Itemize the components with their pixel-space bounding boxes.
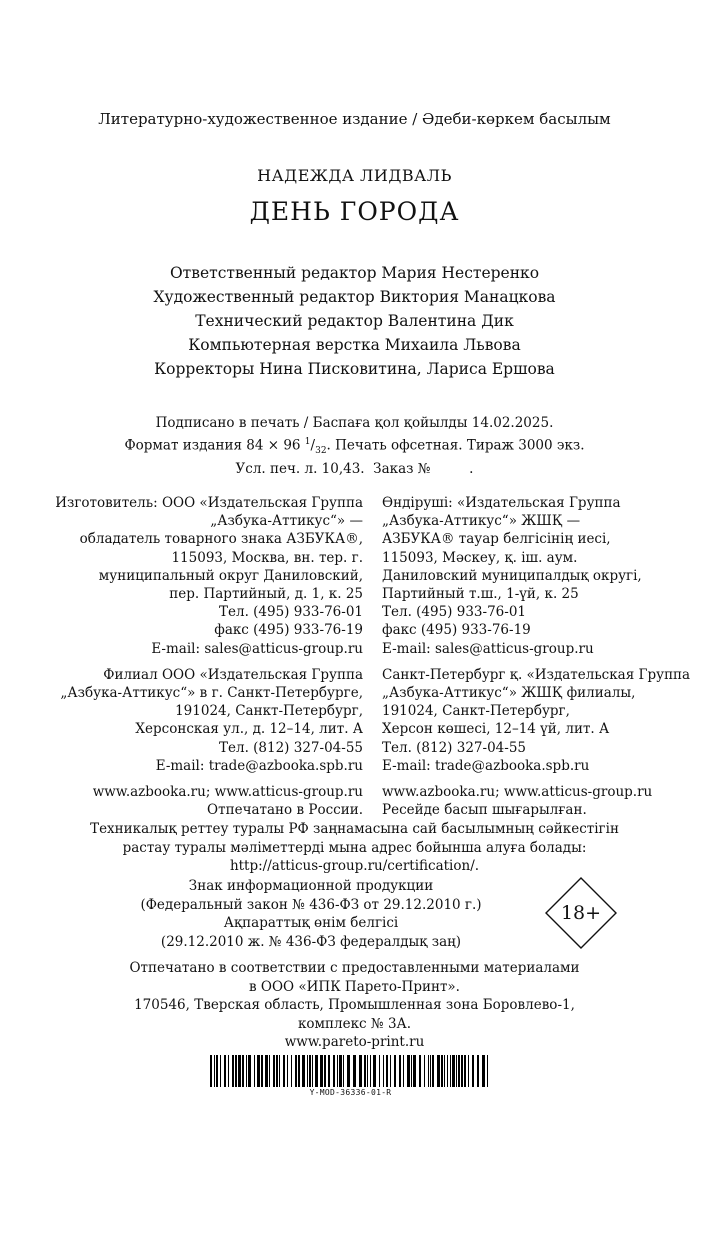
sign-line: Ақпараттық өнім белгісі (223, 915, 399, 931)
maker-line: АЗБУКА® тауар белгісінің иесі, (382, 531, 611, 548)
branch-line: Тел. (812) 327-04-55 (382, 739, 526, 756)
barcode (208, 1055, 493, 1087)
staff-line: Ответственный редактор Мария Нестеренко (169, 264, 540, 282)
branch-line: Филиал ООО «Издательская Группа (103, 666, 363, 683)
branch-email: E-mail: trade@azbooka.spb.ru (382, 757, 590, 774)
maker-line: обладатель товарного знака АЗБУКА®, (79, 531, 363, 548)
maker-line: факс (495) 933-76-19 (214, 622, 363, 639)
maker-line: Тел. (495) 933-76-01 (219, 604, 363, 621)
staff-line: Технический редактор Валентина Дик (195, 312, 514, 330)
author-name: НАДЕЖДА ЛИДВАЛЬ (257, 166, 452, 185)
age-rating-label: 18+ (560, 902, 602, 924)
barcode-icon (208, 1055, 493, 1087)
sign-line: Знак информационной продукции (188, 878, 434, 894)
tech-line: растау туралы мәліметтерді мына адрес бойынша алуға болады: (122, 839, 587, 856)
branch-email: E-mail: trade@azbooka.spb.ru (155, 757, 363, 774)
staff-line: Художественный редактор Виктория Манацкова (153, 288, 556, 306)
maker-line: Өндіруші: «Издательская Группа (382, 495, 621, 511)
publisher-info-ru (55, 494, 363, 819)
sheets-order: Усл. печ. л. 10,43. Заказ № . (235, 461, 474, 478)
maker-line: Партийный т.ш., 1-үй, к. 25 (382, 586, 579, 603)
staff-line: Компьютерная верстка Михаила Львова (188, 336, 521, 354)
branch-line: Херсонская ул., д. 12–14, лит. А (135, 721, 363, 738)
branch-line: „Азбука-Аттикус“» в г. Санкт-Петербурге, (60, 685, 363, 702)
sign-line: (Федеральный закон № 436-ФЗ от 29.12.2010 г.) (140, 896, 482, 913)
format-num: 1 (304, 436, 311, 447)
certification-url: http://atticus-group.ru/certification/. (229, 858, 480, 874)
web-links: www.azbooka.ru; www.atticus-group.ru (92, 784, 363, 801)
printed-in: Отпечатано в России. (207, 802, 363, 819)
format-den: 32 (315, 445, 327, 456)
format-line: Формат издания 84 × 96 $^1/_{32}$. Печать офсетная. Тираж 3000 экз. (124, 436, 585, 456)
format-suffix: . Печать офсетная. Тираж 3000 экз. (326, 437, 585, 453)
branch-line: „Азбука-Аттикус“» ЖШҚ филиалы, (382, 685, 636, 702)
branch-line: Тел. (812) 327-04-55 (219, 739, 363, 756)
maker-line: факс (495) 933-76-19 (382, 622, 531, 639)
maker-line: муниципальный округ Даниловский, (98, 567, 363, 584)
certification-info (0, 820, 709, 876)
book-title: ДЕНЬ ГОРОДА (249, 197, 460, 226)
branch-line: Херсон көшесі, 12–14 үй, лит. А (382, 721, 610, 738)
maker-line: „Азбука-Аттикус“» ЖШҚ — (382, 513, 581, 530)
tech-line: Техникалық реттеу туралы РФ заңнамасына сай басылымның сәйкестігін (90, 821, 619, 837)
print-details (0, 414, 709, 479)
printed-in: Ресейде басып шығарылған. (382, 802, 587, 819)
maker-line: 115093, Мәскеу, қ. іш. аум. (382, 549, 578, 566)
printer-line: 170546, Тверская область, Промышленная зона Боровлево-1, (134, 997, 575, 1013)
maker-line: Изготовитель: ООО «Издательская Группа (55, 495, 363, 511)
printer-info (0, 959, 709, 1052)
edition-type: Литературно-художественное издание / Әдеби-көркем басылым (98, 110, 611, 128)
printer-url: www.pareto-print.ru (284, 1034, 425, 1050)
staff-line: Корректоры Нина Писковитина, Лариса Ершова (154, 360, 555, 378)
web-links: www.azbooka.ru; www.atticus-group.ru (382, 784, 653, 801)
maker-line: Тел. (495) 933-76-01 (382, 604, 526, 621)
signed-date: Подписано в печать / Баспаға қол қойылды 14.02.2025. (155, 415, 554, 431)
maker-email: E-mail: sales@atticus-group.ru (382, 640, 594, 657)
maker-email: E-mail: sales@atticus-group.ru (151, 640, 363, 657)
age-rating-badge (545, 877, 617, 949)
maker-line: пер. Партийный, д. 1, к. 25 (169, 586, 363, 603)
printer-line: Отпечатано в соответствии с предоставленными материалами (129, 960, 580, 976)
branch-line: Санкт-Петербург қ. «Издательская Группа (382, 666, 691, 683)
sign-line: (29.12.2010 ж. № 436-ФЗ федералдық заң) (160, 933, 462, 950)
maker-line: „Азбука-Аттикус“» — (210, 513, 363, 530)
printer-line: в ООО «ИПК Парето-Принт». (249, 978, 460, 995)
printer-line: комплекс № 3А. (297, 1015, 412, 1032)
info-product-sign (0, 877, 622, 951)
maker-line: Даниловский муниципалдық округі, (382, 567, 642, 584)
publisher-info-kz (382, 494, 690, 819)
barcode-code: Y-MOD-36336-01-R (309, 1088, 392, 1097)
branch-line: 191024, Санкт-Петербург, (382, 703, 570, 720)
branch-line: 191024, Санкт-Петербург, (175, 703, 363, 720)
editorial-staff (0, 261, 709, 381)
maker-line: 115093, Москва, вн. тер. г. (171, 549, 363, 566)
format-prefix: Формат издания 84 × 96 (124, 437, 305, 453)
